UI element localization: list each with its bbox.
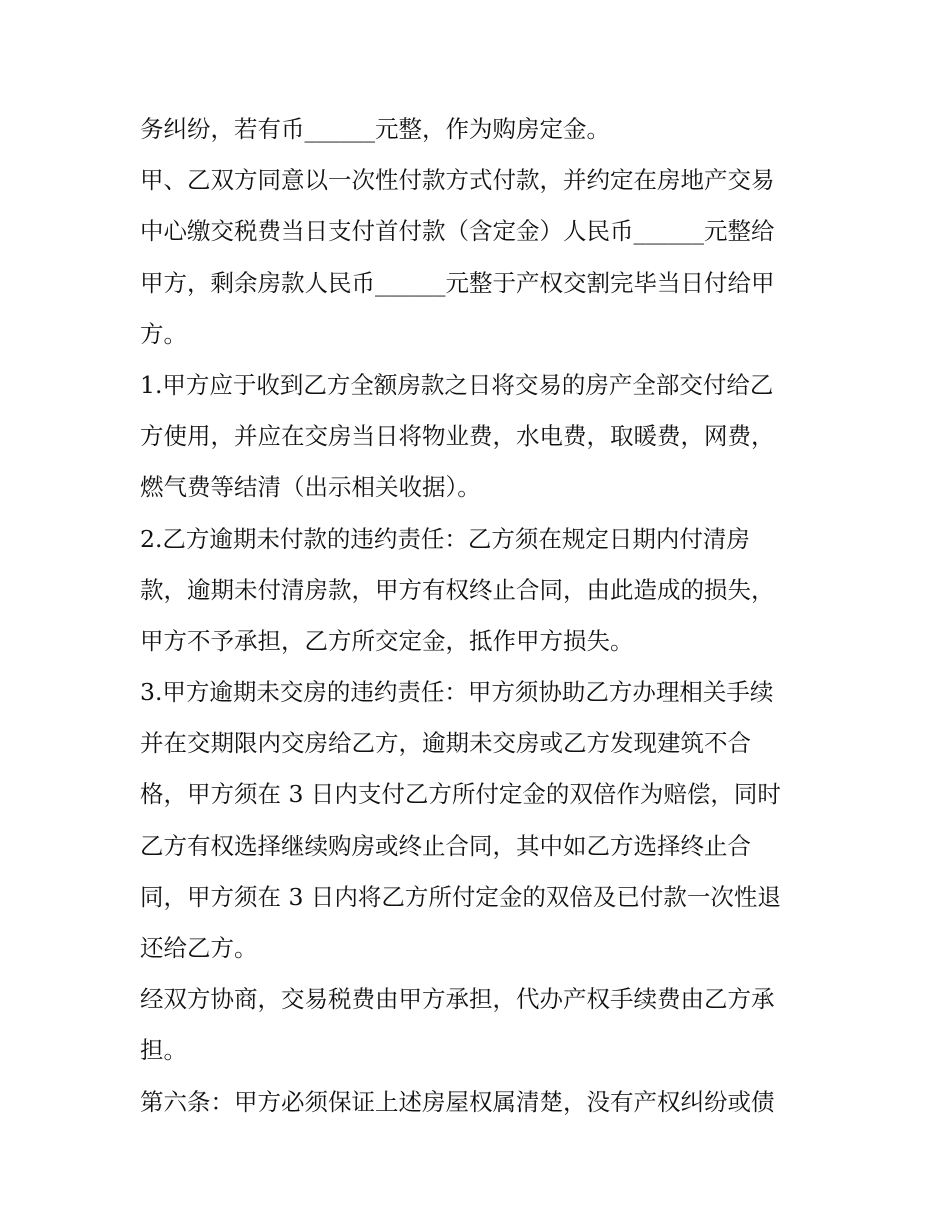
text-line: 甲、乙双方同意以一次性付款方式付款，并约定在房地产交易 [140, 166, 775, 195]
text-line: 格，甲方须在 3 日内支付乙方所付定金的双倍作为赔偿，同时 [140, 780, 781, 809]
text-line: 甲方，剩余房款人民币______元整于产权交割完毕当日付给甲 [140, 268, 775, 297]
text-line: 款，逾期未付清房款，甲方有权终止合同，由此造成的损失， [140, 575, 775, 604]
text-line: 方。 [140, 319, 187, 348]
text-line: 中心缴交税费当日支付首付款（含定金）人民币______元整给 [140, 217, 775, 246]
text-line: 担。 [140, 1036, 187, 1065]
text-line: 同，甲方须在 3 日内将乙方所付定金的双倍及已付款一次性退 [140, 882, 781, 911]
text-line: 务纠纷，若有币______元整，作为购房定金。 [140, 115, 610, 143]
text-line: 2.乙方逾期未付款的违约责任：乙方须在规定日期内付清房 [140, 524, 750, 553]
text-line: 经双方协商，交易税费由甲方承担，代办产权手续费由乙方承 [140, 985, 775, 1014]
text-line: 乙方有权选择继续购房或终止合同，其中如乙方选择终止合 [140, 831, 751, 860]
text-line: 3.甲方逾期未交房的违约责任：甲方须协助乙方办理相关手续 [140, 678, 774, 707]
text-line: 并在交期限内交房给乙方，逾期未交房或乙方发现建筑不合 [140, 729, 751, 758]
text-line: 甲方不予承担，乙方所交定金，抵作甲方损失。 [140, 626, 634, 655]
text-line: 方使用，并应在交房当日将物业费，水电费，取暖费，网费， [140, 422, 775, 451]
text-line: 还给乙方。 [140, 934, 258, 962]
text-line: 燃气费等结清（出示相关收据）。 [140, 473, 481, 502]
text-line: 第六条：甲方必须保证上述房屋权属清楚，没有产权纠纷或债 [140, 1087, 775, 1116]
text-line: 1.甲方应于收到乙方全额房款之日将交易的房产全部交付给乙 [140, 370, 774, 399]
document-body [140, 104, 820, 1128]
